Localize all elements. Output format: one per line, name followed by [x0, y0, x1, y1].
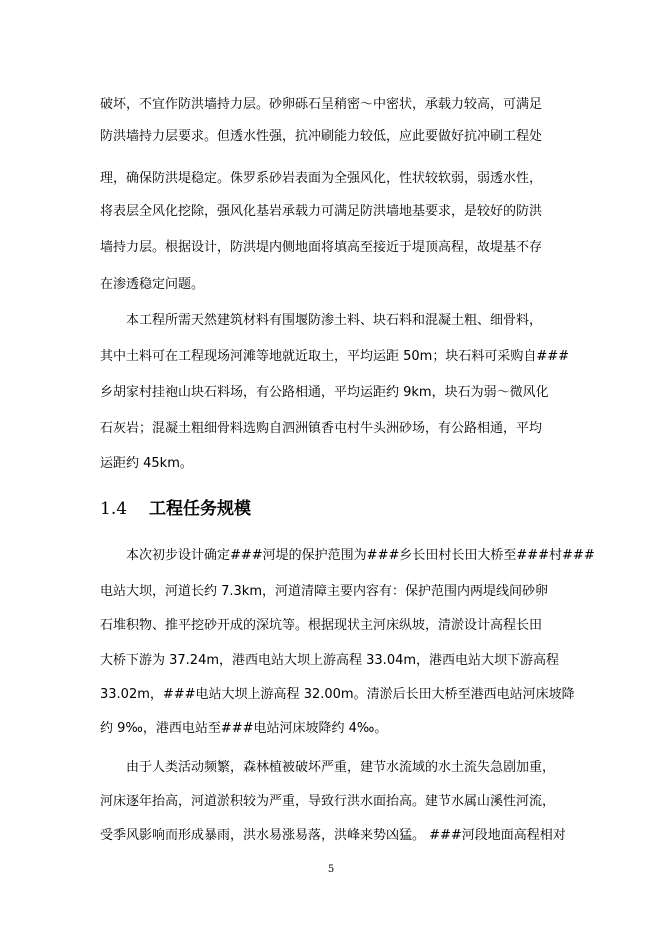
text-line: 在渗透稳定问题。 [100, 277, 205, 292]
text-line: 防洪墙持力层要求。但透水性强，抗冲刷能力较低，应此要做好抗冲刷工程处 [100, 129, 543, 144]
text-line: 河床逐年抬高，河道淤积较为严重，导致行洪水面抬高。建节水属山溪性河流， [100, 794, 556, 809]
text-line: 运距约 45km。 [100, 456, 193, 471]
section-title: 工程任务规模 [149, 499, 252, 519]
text-line: 约 9‰，港西电站至###电站河床坡降约 4‰。 [100, 721, 388, 736]
section-heading [100, 494, 251, 519]
text-line: 将表层全风化挖除，强风化基岩承载力可满足防洪墙地基要求，是较好的防洪 [100, 204, 543, 219]
text-line: 其中土料可在工程现场河滩等地就近取土，平均运距 50m；块石料可采购自### [100, 349, 570, 364]
text-line: 由于人类活动频繁，森林植被破坏严重，建节水流域的水土流失急剧加重， [126, 760, 556, 775]
section-number: 1.4 [100, 499, 128, 519]
text-line: 墙持力层。根据设计，防洪堤内侧地面将填高至接近于堤顶高程，故堤基不存 [100, 240, 543, 255]
text-line: 破坏，不宜作防洪墙持力层。砂卵砾石呈稍密～中密状，承载力较高，可满足 [100, 97, 543, 112]
page-number: 5 [327, 864, 335, 875]
text-line: 乡胡家村挂袍山块石料场，有公路相通，平均运距约 9km，块石为弱～微风化 [100, 385, 549, 400]
text-line: 受季风影响而形成暴雨，洪水易涨易落，洪峰来势凶猛。 ###河段地面高程相对 [100, 828, 566, 843]
text-line: 理，确保防洪堤稳定。侏罗系砂岩表面为全强风化，性状较软弱，弱透水性， [100, 171, 543, 186]
text-line: 石灰岩；混凝土粗细骨料选购自泗洲镇香屯村牛头洲砂场，有公路相通，平均 [100, 421, 543, 436]
text-line: 大桥下游为 37.24m，港西电站大坝上游高程 33.04m，港西电站大坝下游高程 [100, 653, 560, 668]
text-line: 电站大坝，河道长约 7.3km，河道清障主要内容有：保护范围内两堤线间砂卵 [100, 584, 548, 599]
text-line: 本工程所需天然建筑材料有围堰防渗土料、块石料和混凝土粗、细骨料， [126, 313, 543, 328]
text-line: 石堆积物、推平挖砂开成的深坑等。根据现状主河床纵坡，清淤设计高程长田 [100, 618, 543, 633]
text-line: 33.02m，###电站大坝上游高程 32.00m。清淤后长田大桥至港西电站河床坡降 [100, 687, 575, 702]
text-line: 本次初步设计确定###河堤的保护范围为###乡长田村长田大桥至###村### [126, 548, 595, 563]
